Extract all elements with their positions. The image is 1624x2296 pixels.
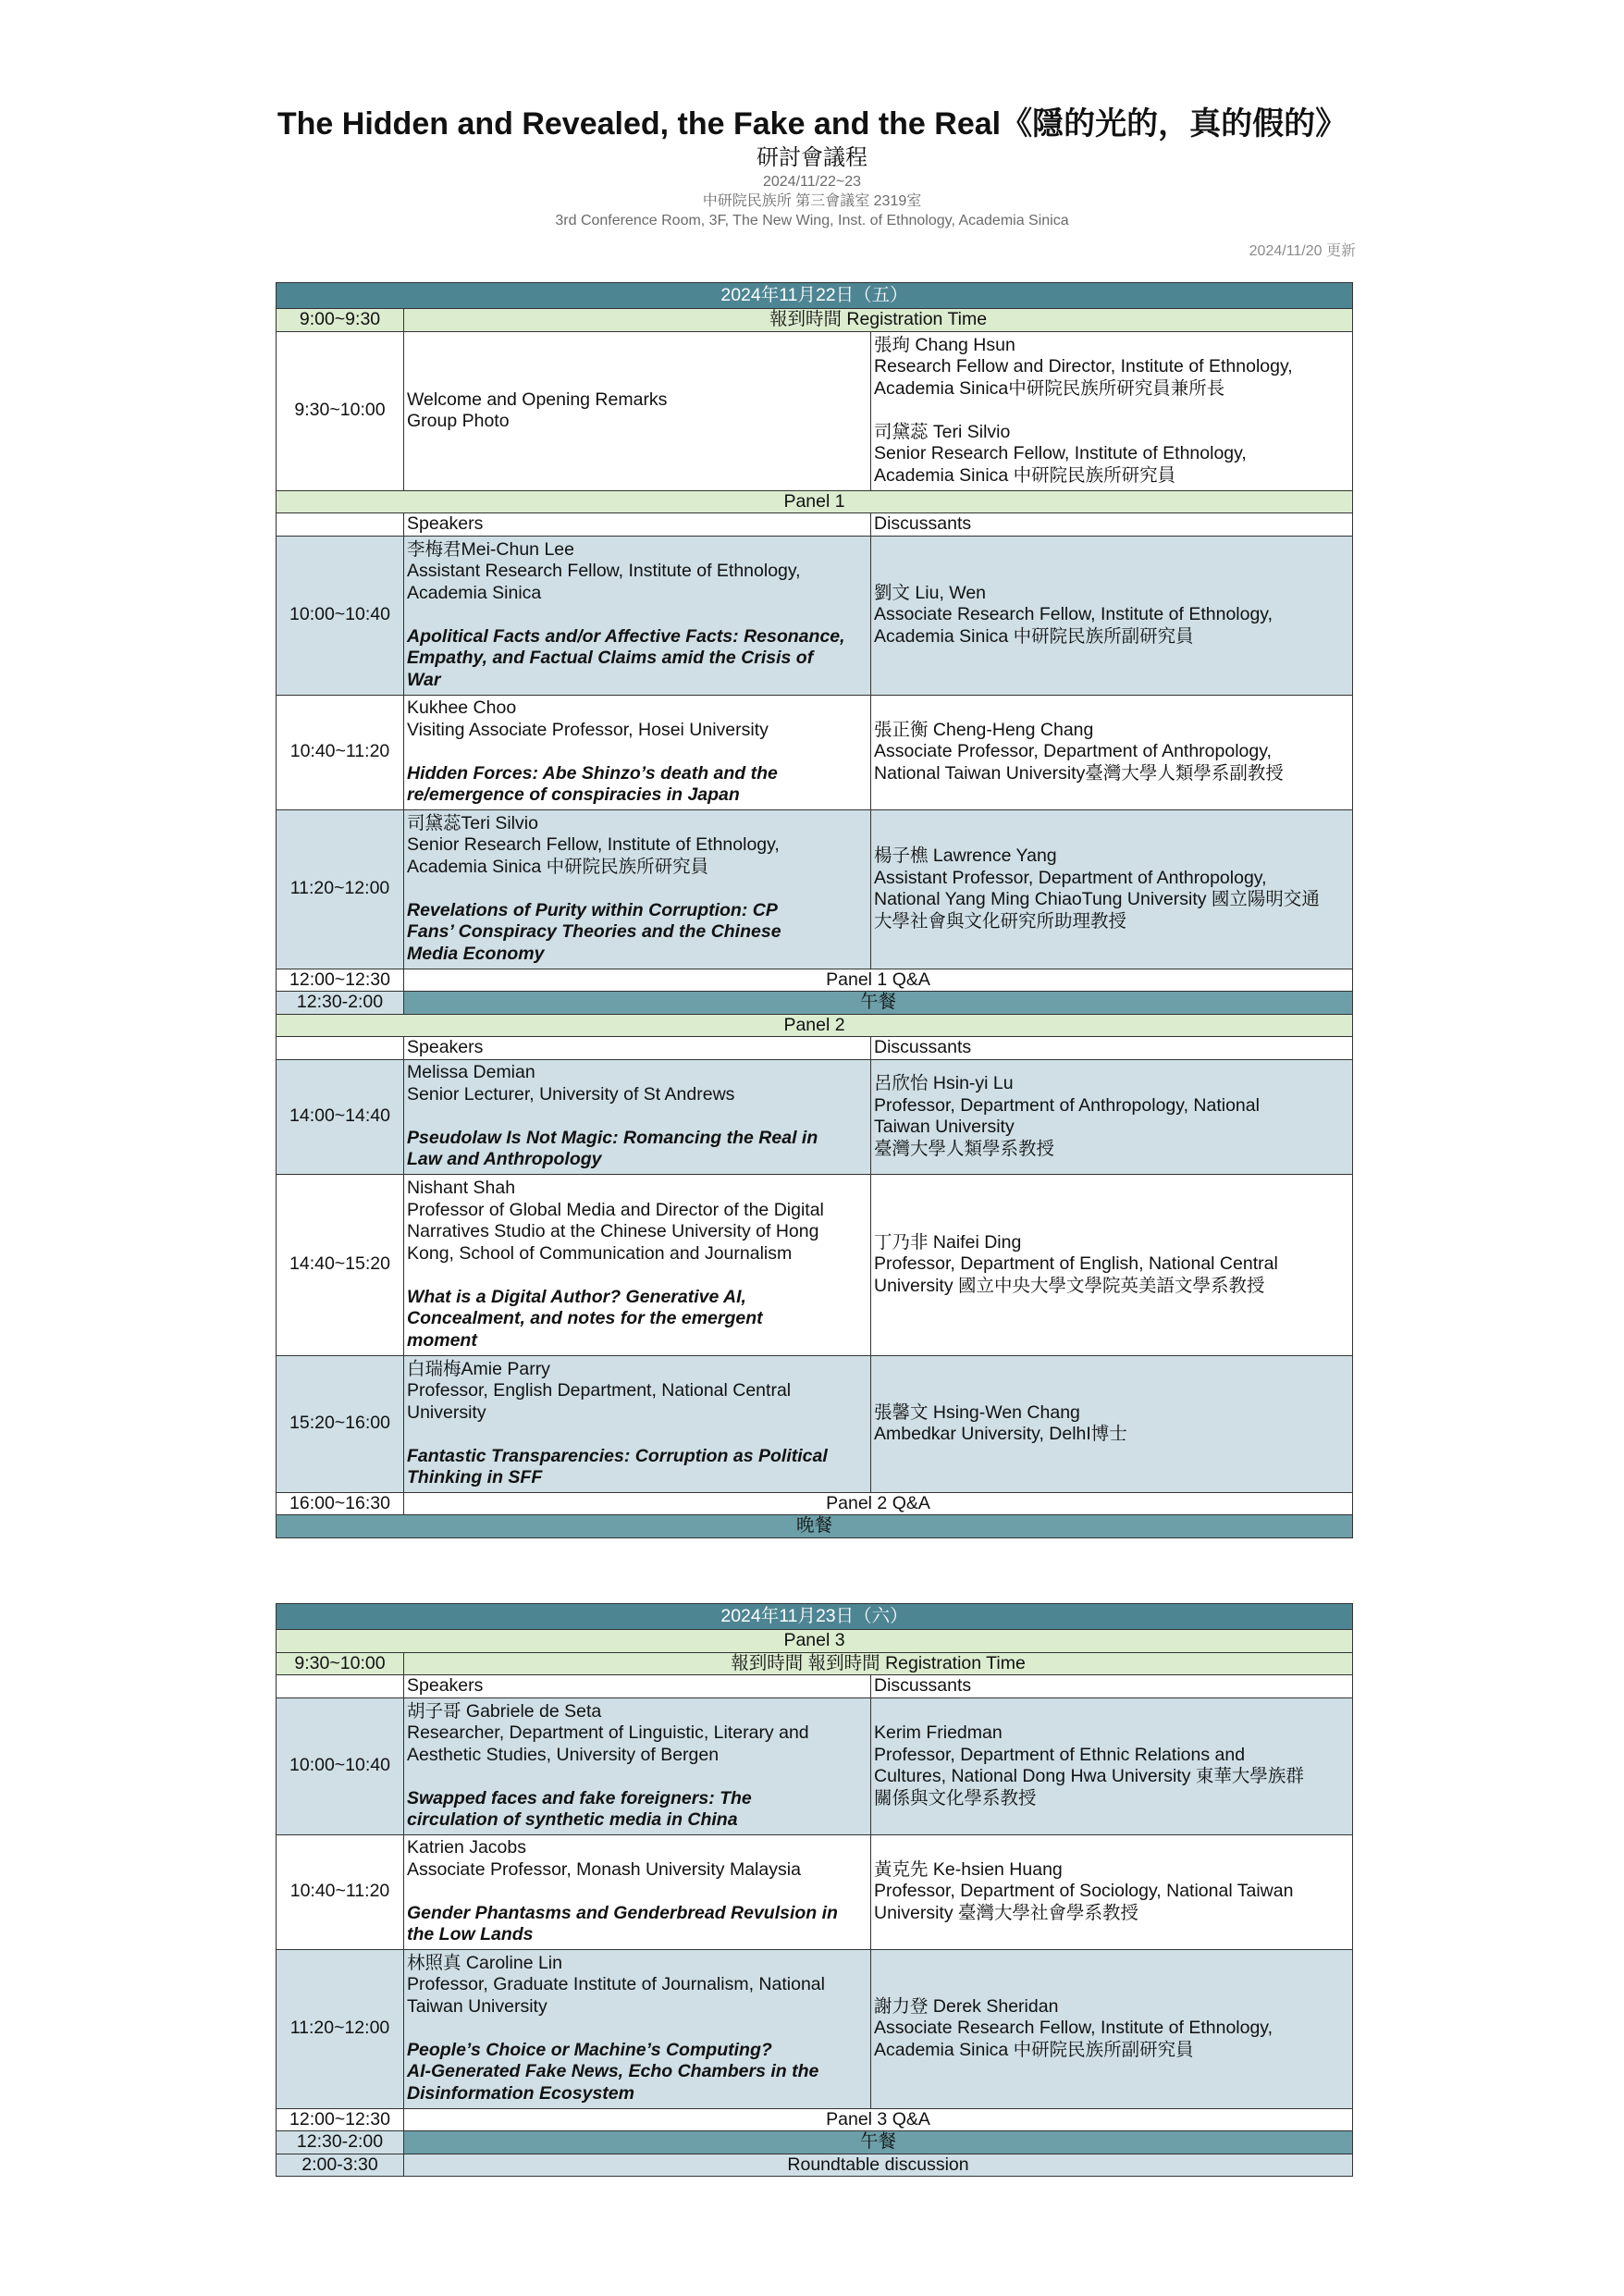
discussant-affiliation: Academia Sinica 中研院民族所副研究員 [874, 625, 1194, 647]
opening-event [404, 331, 871, 490]
speaker-name: 胡子哥 Gabriele de Seta [407, 1700, 602, 1722]
opening-event-title: Welcome and Opening Remarks [407, 389, 668, 410]
paper-title: Media Economy [407, 943, 545, 964]
paper-title: Empathy, and Factual Claims amid the Crisis of [407, 648, 814, 669]
discussant-name: 謝力登 Derek Sheridan [874, 1995, 1059, 2017]
discussant-affiliation: Associate Research Fellow, Institute of Ethnology, [874, 2018, 1273, 2039]
paper-title: AI-Generated Fake News, Echo Chambers in the [407, 2061, 819, 2082]
speaker-cell [404, 536, 871, 695]
speaker-affiliation: Senior Research Fellow, Institute of Ethnology, [407, 834, 780, 856]
discussant-cell [871, 809, 1353, 969]
venue-chinese: 中研院民族所 第三會議室 2319室 [702, 193, 922, 209]
document-header [0, 104, 1624, 230]
host-affiliation: Academia Sinica中研院民族所研究員兼所長 [874, 377, 1225, 399]
registration-time: 9:30~10:00 [277, 1652, 404, 1675]
speaker-affiliation: Assistant Research Fellow, Institute of Ethnology, [407, 561, 801, 582]
speaker-name: 林照真 Caroline Lin [407, 1952, 562, 1973]
speaker-cell [404, 695, 871, 809]
discussant-affiliation: Professor, Department of Anthropology, National [874, 1094, 1260, 1116]
talk-time: 10:40~11:20 [277, 695, 404, 809]
venue-english: 3rd Conference Room, 3F, The New Wing, Inst. of Ethnology, Academia Sinica [555, 213, 1069, 228]
discussant-name: 劉文 Liu, Wen [874, 582, 987, 603]
dinner-label: 晚餐 [277, 1515, 1353, 1538]
discussant-cell [871, 695, 1353, 809]
talk-row [277, 1949, 1353, 2108]
discussant-affiliation: University 臺灣大學社會學系教授 [874, 1902, 1139, 1923]
speaker-affiliation: Professor of Global Media and Director of the Digital [407, 1199, 824, 1220]
roundtable-time: 2:00-3:30 [277, 2154, 404, 2177]
talk-time: 15:20~16:00 [277, 1355, 404, 1492]
discussant-name: 張馨文 Hsing-Wen Chang [874, 1401, 1080, 1423]
paper-title: Thinking in SFF [407, 1467, 543, 1487]
paper-title: circulation of synthetic media in China [407, 1809, 738, 1830]
discussant-name: 楊子樵 Lawrence Yang [874, 846, 1057, 866]
paper-title: Apolitical Facts and/or Affective Facts: Resonance, [407, 625, 845, 647]
paper-title: What is a Digital Author? Generative AI, [407, 1286, 746, 1307]
day2-date: 2024年11月23日（六） [277, 1604, 1353, 1630]
speaker-affiliation: Aesthetic Studies, University of Bergen [407, 1744, 720, 1765]
discussants-header: Discussants [871, 1675, 1353, 1698]
day1-date: 2024年11月22日（五） [277, 283, 1353, 309]
talk-row [277, 1697, 1353, 1834]
registration-time: 9:00~9:30 [277, 309, 404, 332]
talk-row [277, 695, 1353, 809]
discussant-name: 呂欣怡 Hsin-yi Lu [874, 1073, 1014, 1093]
speaker-cell [404, 1174, 871, 1355]
panel2-label: Panel 2 [277, 1014, 1353, 1037]
lunch-time: 12:30-2:00 [277, 2131, 404, 2154]
discussant-name: 張正衡 Cheng-Heng Chang [874, 719, 1094, 740]
panel3-label: Panel 3 [277, 1630, 1353, 1653]
dinner-row [277, 1515, 1353, 1538]
day1-schedule-table [276, 282, 1353, 1538]
registration-row [277, 1652, 1353, 1675]
paper-title: Swapped faces and fake foreigners: The [407, 1787, 752, 1808]
discussant-affiliation: Professor, Department of Sociology, National Taiwan [874, 1881, 1294, 1902]
host-name: 張珣 Chang Hsun [874, 334, 1015, 355]
registration-label: 報到時間 報到時間 Registration Time [404, 1652, 1353, 1675]
discussant-cell [871, 1834, 1353, 1949]
speaker-cell [404, 809, 871, 969]
speaker-name: 白瑞梅Amie Parry [407, 1358, 550, 1379]
panel1-label: Panel 1 [277, 490, 1353, 513]
discussant-affiliation: Ambedkar University, DelhI博士 [874, 1424, 1127, 1444]
opening-row [277, 331, 1353, 490]
speaker-affiliation: Senior Lecturer, University of St Andrews [407, 1083, 735, 1105]
paper-title: Hidden Forces: Abe Shinzo’s death and the [407, 762, 778, 784]
paper-title: Revelations of Purity within Corruption: CP [407, 899, 778, 920]
paper-title: Law and Anthropology [407, 1149, 602, 1170]
speaker-name: 司黛蕊Teri Silvio [407, 812, 538, 833]
column-header-row [277, 1675, 1353, 1698]
host-name: 司黛蕊 Teri Silvio [874, 421, 1011, 442]
talk-time: 10:40~11:20 [277, 1834, 404, 1949]
qa-row [277, 969, 1353, 992]
speaker-name: Nishant Shah [407, 1178, 516, 1198]
speaker-affiliation: Taiwan University [407, 1995, 547, 2017]
paper-title: moment [407, 1329, 477, 1351]
speaker-name: Melissa Demian [407, 1062, 535, 1083]
discussant-affiliation: Taiwan University [874, 1117, 1015, 1137]
speaker-cell [404, 1059, 871, 1174]
speaker-affiliation: Academia Sinica 中研院民族所研究員 [407, 856, 709, 877]
discussant-affiliation: Assistant Professor, Department of Anthropology, [874, 867, 1267, 888]
day2-date-row [277, 1604, 1353, 1630]
registration-row [277, 309, 1353, 332]
discussant-cell [871, 1174, 1353, 1355]
qa-time: 12:00~12:30 [277, 969, 404, 992]
discussant-name: 丁乃非 Naifei Ding [874, 1231, 1022, 1253]
speaker-affiliation: Researcher, Department of Linguistic, Literary and [407, 1722, 809, 1743]
paper-title: People’s Choice or Machine’s Computing? [407, 2039, 772, 2060]
discussant-affiliation: 臺灣大學人類學系教授 [874, 1138, 1055, 1159]
talk-time: 10:00~10:40 [277, 536, 404, 695]
discussant-affiliation: Associate Research Fellow, Institute of Ethnology, [874, 604, 1273, 625]
talk-row [277, 1174, 1353, 1355]
discussant-affiliation: University 國立中央大學文學院英美語文學系教授 [874, 1275, 1265, 1296]
discussant-affiliation: Professor, Department of English, National Central [874, 1253, 1278, 1275]
paper-title: Fans’ Conspiracy Theories and the Chinese [407, 921, 781, 943]
qa-time: 16:00~16:30 [277, 1492, 404, 1515]
lunch-label: 午餐 [404, 992, 1353, 1015]
day2-schedule-table [276, 1603, 1353, 2177]
talk-time: 11:20~12:00 [277, 809, 404, 969]
paper-title: War [407, 669, 441, 690]
discussant-affiliation: Associate Professor, Department of Anthropology, [874, 741, 1272, 762]
registration-label: 報到時間 Registration Time [404, 309, 1353, 332]
event-dates: 2024/11/22~23 [762, 174, 862, 190]
updated-date: 2024/11/20 更新 [1249, 243, 1356, 259]
speaker-name: Katrien Jacobs [407, 1837, 526, 1858]
talk-time: 11:20~12:00 [277, 1949, 404, 2108]
speaker-affiliation: Visiting Associate Professor, Hosei University [407, 719, 769, 740]
speaker-affiliation: Professor, English Department, National Central [407, 1380, 792, 1401]
discussant-cell [871, 1059, 1353, 1174]
lunch-row [277, 2131, 1353, 2154]
talk-row [277, 809, 1353, 969]
lunch-label: 午餐 [404, 2131, 1353, 2154]
page-subtitle: 研討會議程 [757, 145, 867, 170]
qa-label: Panel 1 Q&A [404, 969, 1353, 992]
day1-date-row [277, 283, 1353, 309]
qa-time: 12:00~12:30 [277, 2108, 404, 2131]
column-header-row [277, 513, 1353, 537]
discussant-name: 黃克先 Ke-hsien Huang [874, 1858, 1063, 1880]
discussant-affiliation: 關係與文化學系教授 [874, 1787, 1037, 1808]
talk-time: 14:40~15:20 [277, 1174, 404, 1355]
speaker-cell [404, 1949, 871, 2108]
speaker-cell [404, 1355, 871, 1492]
paper-title: the Low Lands [407, 1924, 534, 1945]
paper-title: Gender Phantasms and Genderbread Revulsion in [407, 1902, 838, 1923]
discussant-cell [871, 536, 1353, 695]
speaker-affiliation: Narratives Studio at the Chinese University of Hong [407, 1221, 819, 1241]
roundtable-label: Roundtable discussion [404, 2154, 1353, 2177]
speaker-affiliation: Academia Sinica [407, 582, 542, 603]
discussant-name: Kerim Friedman [874, 1722, 1003, 1743]
discussants-header: Discussants [871, 1037, 1353, 1060]
speakers-header: Speakers [404, 1675, 871, 1698]
speaker-affiliation: University [407, 1401, 486, 1423]
paper-title: Pseudolaw Is Not Magic: Romancing the Real in [407, 1127, 818, 1148]
discussants-header: Discussants [871, 513, 1353, 537]
opening-hosts [871, 331, 1353, 490]
lunch-row [277, 992, 1353, 1015]
discussant-cell [871, 1949, 1353, 2108]
panel-label-row [277, 1630, 1353, 1653]
paper-title: Concealment, and notes for the emergent [407, 1308, 763, 1328]
lunch-time: 12:30-2:00 [277, 992, 404, 1015]
opening-time: 9:30~10:00 [277, 331, 404, 490]
column-header-row [277, 1037, 1353, 1060]
discussant-cell [871, 1355, 1353, 1492]
panel-label-row [277, 1014, 1353, 1037]
qa-label: Panel 2 Q&A [404, 1492, 1353, 1515]
speaker-affiliation: Professor, Graduate Institute of Journalism, National [407, 1974, 825, 1995]
host-affiliation: Senior Research Fellow, Institute of Ethnology, [874, 443, 1247, 464]
opening-event-photo: Group Photo [407, 411, 510, 431]
speakers-header: Speakers [404, 513, 871, 537]
discussant-cell [871, 1697, 1353, 1834]
discussant-affiliation: Academia Sinica 中研院民族所副研究員 [874, 2039, 1194, 2060]
speaker-name: Kukhee Choo [407, 697, 517, 719]
qa-row [277, 2108, 1353, 2131]
paper-title: Fantastic Transparencies: Corruption as Political [407, 1445, 828, 1466]
talk-time: 10:00~10:40 [277, 1697, 404, 1834]
discussant-affiliation: 大學社會與文化研究所助理教授 [874, 910, 1127, 932]
paper-title: Disinformation Ecosystem [407, 2082, 634, 2104]
talk-row [277, 1355, 1353, 1492]
roundtable-row [277, 2154, 1353, 2177]
host-affiliation: Research Fellow and Director, Institute of Ethnology, [874, 356, 1293, 377]
discussant-affiliation: Cultures, National Dong Hwa University 東華大學族群 [874, 1766, 1304, 1786]
talk-time: 14:00~14:40 [277, 1059, 404, 1174]
discussant-affiliation: National Yang Ming ChiaoTung University 國立陽明交通 [874, 889, 1320, 909]
speaker-cell [404, 1697, 871, 1834]
panel-label-row [277, 490, 1353, 513]
page-title: The Hidden and Revealed, the Fake and the Real《隱的光的，真的假的》 [277, 106, 1347, 142]
qa-label: Panel 3 Q&A [404, 2108, 1353, 2131]
speakers-header: Speakers [404, 1037, 871, 1060]
speaker-cell [404, 1834, 871, 1949]
paper-title: re/emergence of conspiracies in Japan [407, 784, 740, 806]
host-affiliation: Academia Sinica 中研院民族所研究員 [874, 464, 1176, 486]
talk-row [277, 1059, 1353, 1174]
discussant-affiliation: Professor, Department of Ethnic Relations and [874, 1744, 1246, 1765]
talk-row [277, 1834, 1353, 1949]
talk-row [277, 536, 1353, 695]
qa-row [277, 1492, 1353, 1515]
speaker-name: 李梅君Mei-Chun Lee [407, 538, 574, 560]
speaker-affiliation: Associate Professor, Monash University Malaysia [407, 1858, 801, 1880]
discussant-affiliation: National Taiwan University臺灣大學人類學系副教授 [874, 762, 1284, 784]
speaker-affiliation: Kong, School of Communication and Journalism [407, 1242, 793, 1264]
